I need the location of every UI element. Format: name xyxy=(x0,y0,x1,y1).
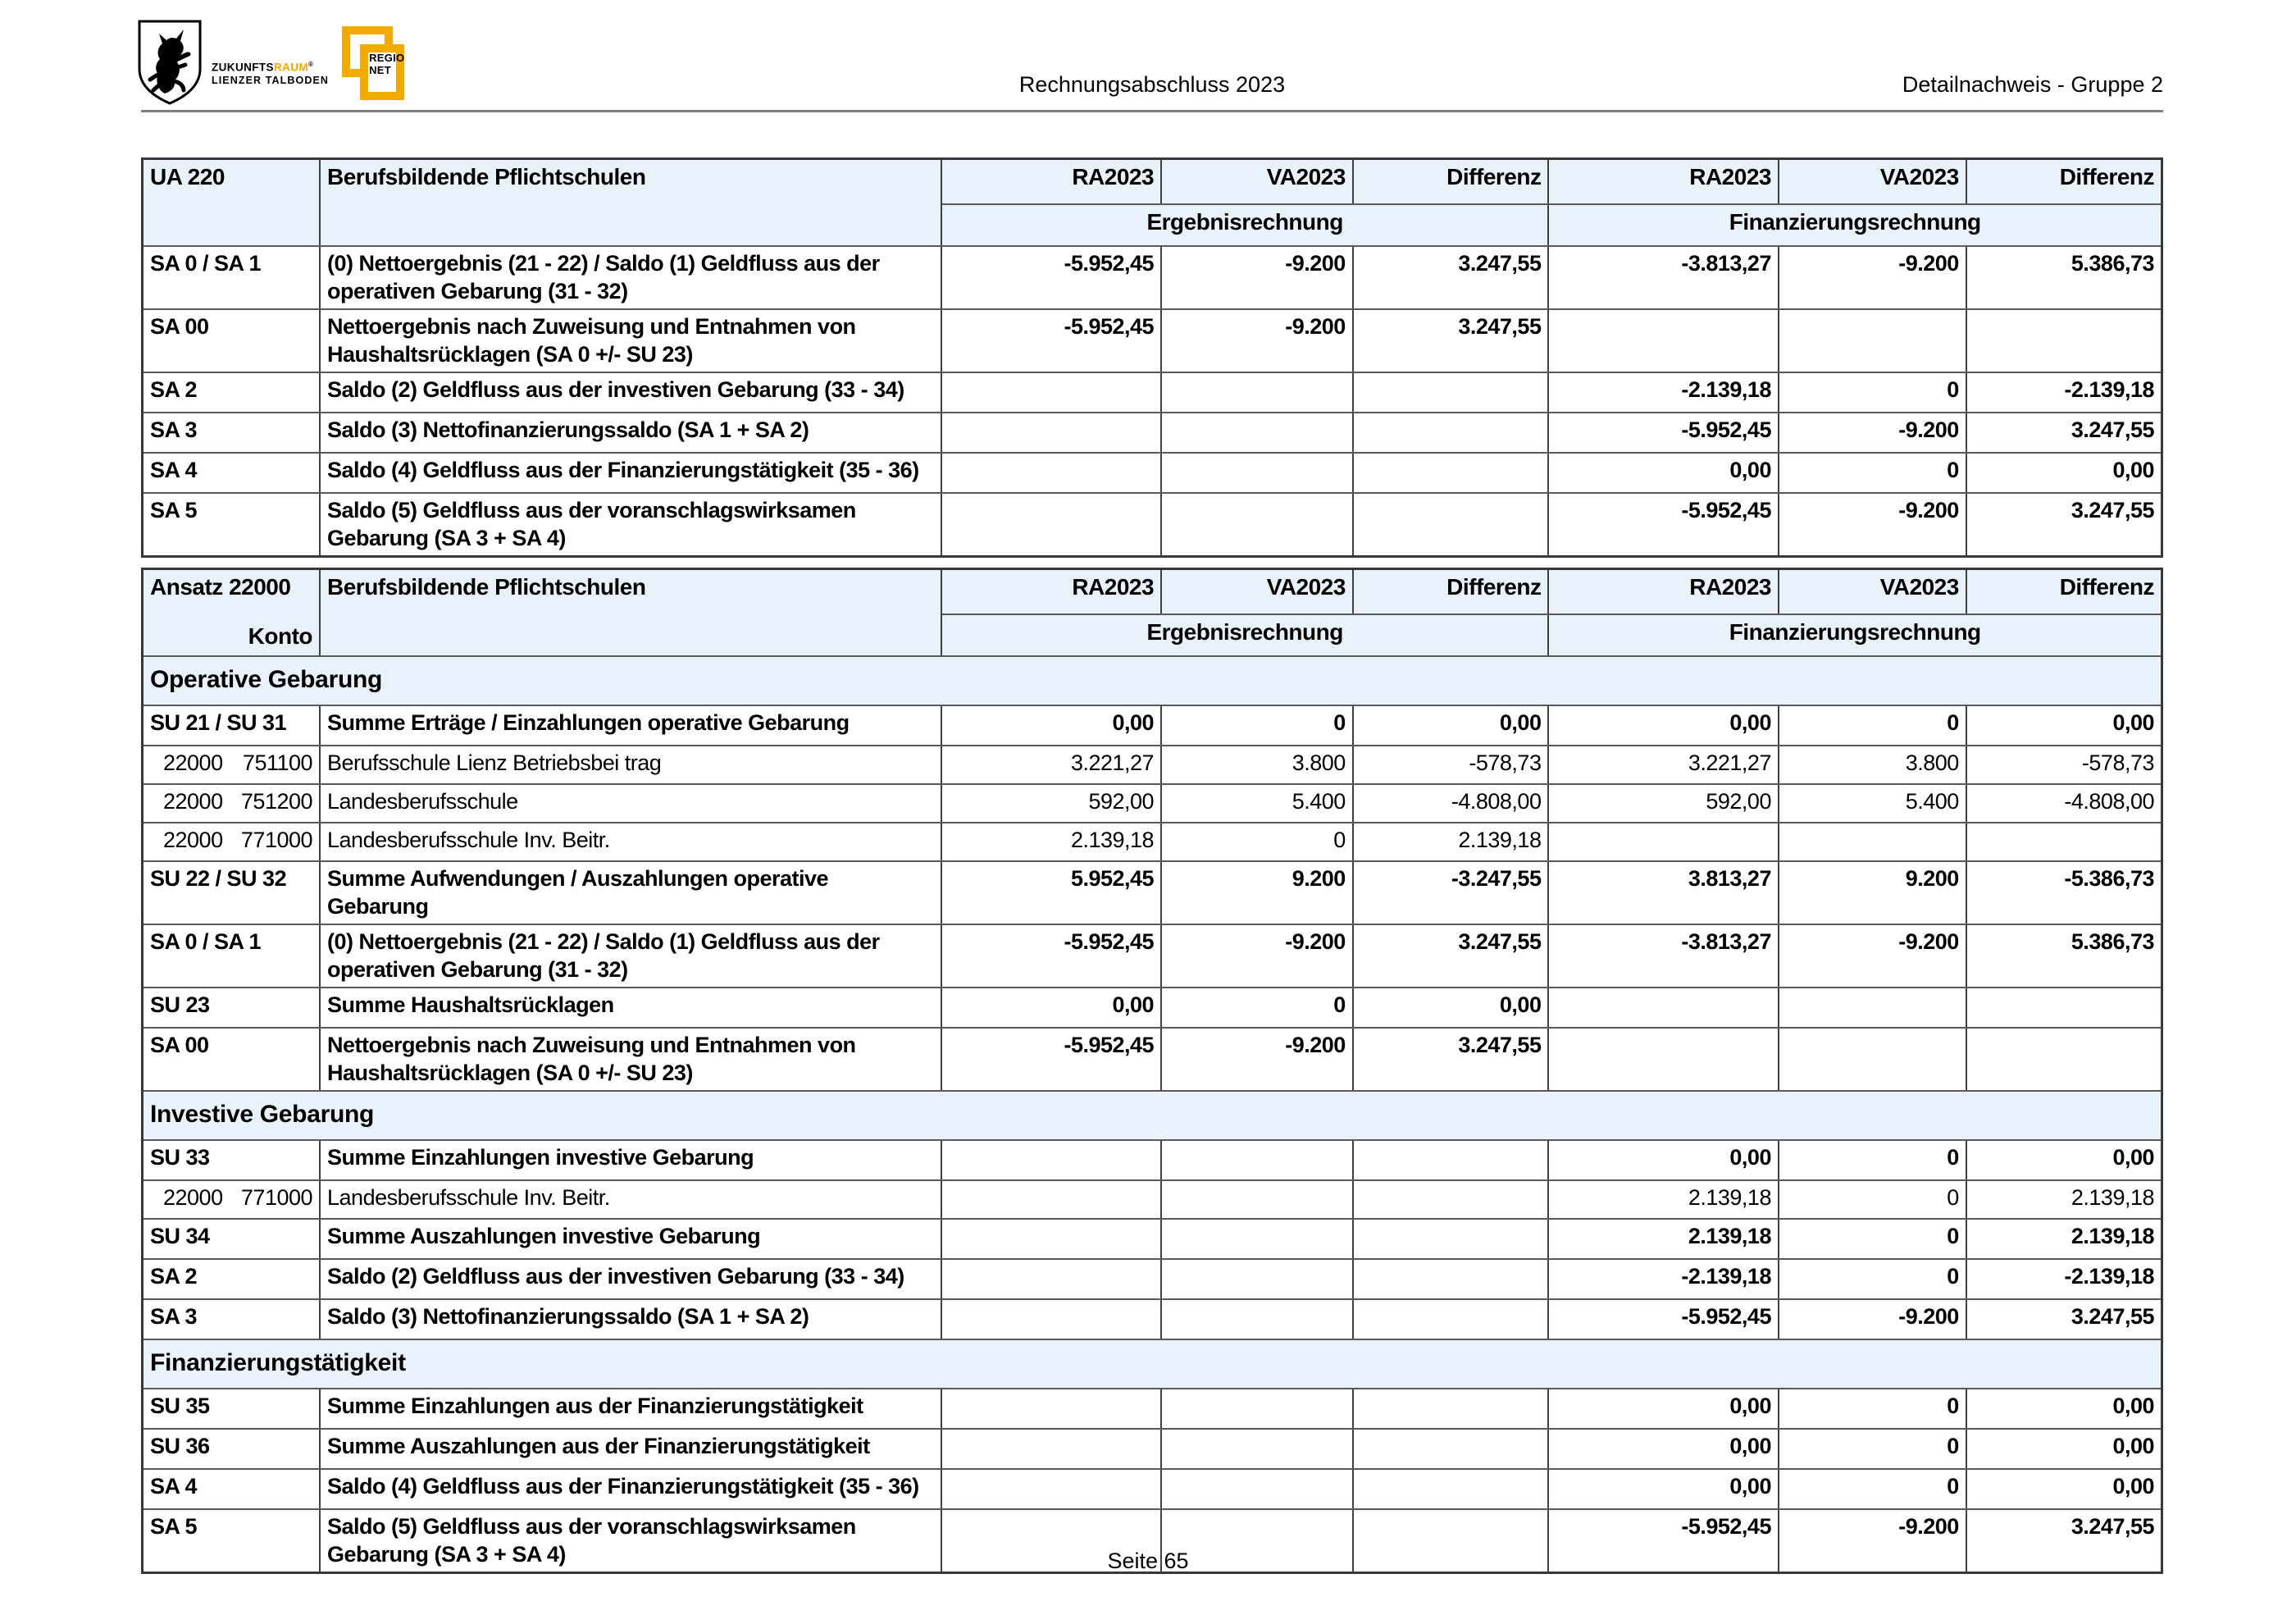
section-title: Investive Gebarung xyxy=(143,1091,2162,1140)
value-cell: 0 xyxy=(1779,1219,1966,1259)
table-row xyxy=(143,1180,2162,1219)
ansatz-code: 22000 xyxy=(163,1184,223,1210)
regionet-line2: NET xyxy=(369,63,391,76)
value-cell: -5.952,45 xyxy=(1548,1509,1779,1573)
value-cell xyxy=(941,1219,1161,1259)
value-cell: -3.813,27 xyxy=(1548,246,1779,309)
value-cell xyxy=(1548,1028,1779,1091)
row-code: SA 4 xyxy=(143,453,321,493)
value-cell xyxy=(1161,372,1353,413)
value-cell xyxy=(1161,493,1353,557)
ua220-summary-table xyxy=(141,157,2163,558)
row-code: SU 22 / SU 32 xyxy=(143,861,321,924)
value-cell xyxy=(1353,1469,1549,1509)
value-cell xyxy=(1353,453,1549,493)
section-header-row xyxy=(143,656,2162,705)
row-description: Summe Haushaltsrücklagen xyxy=(320,988,941,1028)
value-cell xyxy=(1161,453,1353,493)
value-cell: 3.813,27 xyxy=(1548,861,1779,924)
value-cell: -2.139,18 xyxy=(1548,1259,1779,1299)
table-row xyxy=(143,1469,2162,1509)
table-code-konto: Konto xyxy=(248,623,313,649)
row-description: Landesberufsschule xyxy=(320,784,941,823)
value-cell: 0,00 xyxy=(941,988,1161,1028)
value-cell: -5.386,73 xyxy=(1966,861,2162,924)
value-cell xyxy=(941,453,1161,493)
value-cell xyxy=(1548,988,1779,1028)
value-cell: 0 xyxy=(1779,453,1966,493)
value-cell: 2.139,18 xyxy=(1966,1180,2162,1219)
table-code-header xyxy=(143,569,321,657)
table-row xyxy=(143,784,2162,823)
value-cell: -9.200 xyxy=(1779,246,1966,309)
group-header-finanzierungsrechnung: Finanzierungsrechnung xyxy=(1548,204,2162,246)
table-row xyxy=(143,823,2162,861)
value-cell: 0,00 xyxy=(1548,1140,1779,1180)
value-cell xyxy=(1966,1028,2162,1091)
row-description: Summe Auszahlungen aus der Finanzierungstätigkeit xyxy=(320,1429,941,1469)
row-code: SA 0 / SA 1 xyxy=(143,246,321,309)
row-description: Saldo (4) Geldfluss aus der Finanzierungstätigkeit (35 - 36) xyxy=(320,1469,941,1509)
value-cell xyxy=(1353,493,1549,557)
ansatz-code: 22000 xyxy=(163,827,223,852)
value-cell: 2.139,18 xyxy=(941,823,1161,861)
value-cell: 0,00 xyxy=(1353,705,1549,746)
konto-code: 751100 xyxy=(242,750,313,775)
value-cell xyxy=(1779,823,1966,861)
value-cell: 592,00 xyxy=(1548,784,1779,823)
value-cell: 0 xyxy=(1161,988,1353,1028)
table-code: Ansatz 22000 xyxy=(150,574,291,600)
value-cell xyxy=(1353,1219,1549,1259)
value-cell: -9.200 xyxy=(1779,1299,1966,1339)
value-cell xyxy=(1161,1259,1353,1299)
page-header xyxy=(141,0,2163,115)
col-header-ra2023-erg: RA2023 xyxy=(941,569,1161,615)
col-header-va2023-fin: VA2023 xyxy=(1779,159,1966,205)
table-title: Berufsbildende Pflichtschulen xyxy=(320,159,941,247)
value-cell: 0,00 xyxy=(1966,1469,2162,1509)
value-cell: 0 xyxy=(1779,1140,1966,1180)
value-cell xyxy=(1966,823,2162,861)
row-code: SU 34 xyxy=(143,1219,321,1259)
value-cell xyxy=(1161,413,1353,453)
konto-code: 771000 xyxy=(240,827,313,852)
table-row xyxy=(143,246,2162,309)
value-cell xyxy=(941,1389,1161,1429)
value-cell: -5.952,45 xyxy=(941,924,1161,988)
value-cell: 0 xyxy=(1779,705,1966,746)
row-description: (0) Nettoergebnis (21 - 22) / Saldo (1) Geldfluss aus der operativen Gebarung (31 - 32) xyxy=(320,924,941,988)
value-cell xyxy=(1779,1028,1966,1091)
row-code: SA 00 xyxy=(143,1028,321,1091)
table-header-row xyxy=(143,159,2162,205)
table-code-header xyxy=(143,159,321,247)
value-cell: 0,00 xyxy=(1548,1469,1779,1509)
value-cell xyxy=(1353,1299,1549,1339)
value-cell: 0,00 xyxy=(1548,453,1779,493)
value-cell: 5.400 xyxy=(1161,784,1353,823)
value-cell xyxy=(1966,309,2162,372)
value-cell: -9.200 xyxy=(1161,246,1353,309)
value-cell: 5.386,73 xyxy=(1966,246,2162,309)
row-code: SA 4 xyxy=(143,1469,321,1509)
value-cell: 0 xyxy=(1779,1180,1966,1219)
col-header-ra2023-fin: RA2023 xyxy=(1548,569,1779,615)
value-cell: -9.200 xyxy=(1779,1509,1966,1573)
value-cell xyxy=(941,413,1161,453)
value-cell: 0,00 xyxy=(1548,705,1779,746)
col-header-va2023-fin: VA2023 xyxy=(1779,569,1966,615)
table-row xyxy=(143,705,2162,746)
value-cell: 5.386,73 xyxy=(1966,924,2162,988)
value-cell: 0 xyxy=(1779,372,1966,413)
row-description: (0) Nettoergebnis (21 - 22) / Saldo (1) Geldfluss aus der operativen Gebarung (31 - 32) xyxy=(320,246,941,309)
group-header-ergebnisrechnung: Ergebnisrechnung xyxy=(941,204,1549,246)
value-cell: 0 xyxy=(1161,705,1353,746)
row-ansatz-konto xyxy=(143,823,321,861)
value-cell xyxy=(1161,1389,1353,1429)
row-description: Saldo (3) Nettofinanzierungssaldo (SA 1 + SA 2) xyxy=(320,1299,941,1339)
value-cell: 3.247,55 xyxy=(1966,493,2162,557)
value-cell: 3.247,55 xyxy=(1353,1028,1549,1091)
ansatz-code: 22000 xyxy=(163,788,223,814)
value-cell: 3.247,55 xyxy=(1353,309,1549,372)
value-cell: 9.200 xyxy=(1161,861,1353,924)
value-cell: 3.247,55 xyxy=(1353,924,1549,988)
table-row xyxy=(143,746,2162,784)
ansatz22000-detail-table xyxy=(141,568,2163,1574)
section-title: Operative Gebarung xyxy=(143,656,2162,705)
value-cell: 0 xyxy=(1779,1259,1966,1299)
row-code: SA 3 xyxy=(143,1299,321,1339)
row-description: Saldo (3) Nettofinanzierungssaldo (SA 1 + SA 2) xyxy=(320,413,941,453)
row-description: Nettoergebnis nach Zuweisung und Entnahmen von Haushaltsrücklagen (SA 0 +/- SU 23) xyxy=(320,309,941,372)
value-cell: -5.952,45 xyxy=(941,1028,1161,1091)
row-description: Summe Aufwendungen / Auszahlungen operative Gebarung xyxy=(320,861,941,924)
row-code: SU 23 xyxy=(143,988,321,1028)
col-header-ra2023-erg: RA2023 xyxy=(941,159,1161,205)
row-code: SA 5 xyxy=(143,493,321,557)
col-header-differenz-fin: Differenz xyxy=(1966,159,2162,205)
value-cell: -2.139,18 xyxy=(1966,1259,2162,1299)
regionet-line1: REGIO xyxy=(369,52,405,64)
row-description: Summe Einzahlungen aus der Finanzierungstätigkeit xyxy=(320,1389,941,1429)
row-code: SU 36 xyxy=(143,1429,321,1469)
table-row xyxy=(143,372,2162,413)
brand-line2: LIENZER TALBODEN xyxy=(212,75,330,87)
value-cell: -4.808,00 xyxy=(1353,784,1549,823)
value-cell xyxy=(1161,1299,1353,1339)
value-cell xyxy=(1161,1219,1353,1259)
page-number: Seite 65 xyxy=(1107,1549,1189,1573)
value-cell: 3.247,55 xyxy=(1966,1299,2162,1339)
value-cell: 3.247,55 xyxy=(1966,1509,2162,1573)
row-code: SA 3 xyxy=(143,413,321,453)
value-cell xyxy=(1353,413,1549,453)
value-cell: 2.139,18 xyxy=(1353,823,1549,861)
section-header-row xyxy=(143,1091,2162,1140)
col-header-differenz-erg: Differenz xyxy=(1353,569,1549,615)
value-cell: -9.200 xyxy=(1161,309,1353,372)
value-cell: 0,00 xyxy=(1966,705,2162,746)
value-cell: -2.139,18 xyxy=(1548,372,1779,413)
value-cell xyxy=(941,493,1161,557)
table-row xyxy=(143,309,2162,372)
value-cell xyxy=(1161,1140,1353,1180)
row-description: Nettoergebnis nach Zuweisung und Entnahmen von Haushaltsrücklagen (SA 0 +/- SU 23) xyxy=(320,1028,941,1091)
row-description: Saldo (2) Geldfluss aus der investiven Gebarung (33 - 34) xyxy=(320,1259,941,1299)
row-description: Summe Einzahlungen investive Gebarung xyxy=(320,1140,941,1180)
table-row xyxy=(143,1219,2162,1259)
row-code: SA 00 xyxy=(143,309,321,372)
value-cell: 3.247,55 xyxy=(1353,246,1549,309)
ansatz-code: 22000 xyxy=(163,750,223,775)
value-cell: 0,00 xyxy=(1966,1429,2162,1469)
value-cell: 3.221,27 xyxy=(941,746,1161,784)
row-ansatz-konto xyxy=(143,1180,321,1219)
value-cell xyxy=(1353,1140,1549,1180)
row-description: Landesberufsschule Inv. Beitr. xyxy=(320,823,941,861)
value-cell: 0 xyxy=(1161,823,1353,861)
konto-code: 751200 xyxy=(240,788,313,814)
value-cell: -5.952,45 xyxy=(1548,493,1779,557)
value-cell: 0 xyxy=(1779,1429,1966,1469)
value-cell: -5.952,45 xyxy=(1548,413,1779,453)
value-cell xyxy=(941,1429,1161,1469)
report-content xyxy=(141,157,2163,1574)
value-cell: -4.808,00 xyxy=(1966,784,2162,823)
col-header-va2023-erg: VA2023 xyxy=(1161,159,1353,205)
row-code: SU 21 / SU 31 xyxy=(143,705,321,746)
value-cell xyxy=(941,1180,1161,1219)
table-row xyxy=(143,1028,2162,1091)
konto-code: 771000 xyxy=(240,1184,313,1210)
table-row xyxy=(143,924,2162,988)
row-code: SA 2 xyxy=(143,372,321,413)
value-cell: 3.800 xyxy=(1161,746,1353,784)
section-header-row xyxy=(143,1339,2162,1389)
value-cell xyxy=(1779,309,1966,372)
value-cell: 3.800 xyxy=(1779,746,1966,784)
table-row xyxy=(143,493,2162,557)
value-cell: 5.400 xyxy=(1779,784,1966,823)
value-cell: 9.200 xyxy=(1779,861,1966,924)
document-title: Rechnungsabschluss 2023 xyxy=(1018,72,1286,97)
section-title: Finanzierungstätigkeit xyxy=(143,1339,2162,1389)
value-cell xyxy=(1779,988,1966,1028)
value-cell: 2.139,18 xyxy=(1548,1219,1779,1259)
value-cell: 2.139,18 xyxy=(1548,1180,1779,1219)
value-cell: -5.952,45 xyxy=(941,246,1161,309)
col-header-ra2023-fin: RA2023 xyxy=(1548,159,1779,205)
value-cell: -9.200 xyxy=(1161,924,1353,988)
row-code: SA 2 xyxy=(143,1259,321,1299)
row-ansatz-konto xyxy=(143,784,321,823)
value-cell: -3.813,27 xyxy=(1548,924,1779,988)
table-row xyxy=(143,861,2162,924)
brand-accent: RAUM xyxy=(273,61,309,74)
group-header-ergebnisrechnung: Ergebnisrechnung xyxy=(941,614,1549,656)
table-row xyxy=(143,1140,2162,1180)
value-cell: 0,00 xyxy=(1548,1429,1779,1469)
value-cell: 0,00 xyxy=(1966,1140,2162,1180)
table-row xyxy=(143,988,2162,1028)
value-cell: -9.200 xyxy=(1779,493,1966,557)
table-title: Berufsbildende Pflichtschulen xyxy=(320,569,941,657)
row-description: Landesberufsschule Inv. Beitr. xyxy=(320,1180,941,1219)
value-cell: 0 xyxy=(1779,1469,1966,1509)
value-cell: 0,00 xyxy=(1966,453,2162,493)
value-cell: 0,00 xyxy=(941,705,1161,746)
header-rule xyxy=(141,110,2163,112)
value-cell xyxy=(1353,1389,1549,1429)
value-cell xyxy=(1161,1469,1353,1509)
row-code: SA 0 / SA 1 xyxy=(143,924,321,988)
table-row xyxy=(143,1429,2162,1469)
col-header-va2023-erg: VA2023 xyxy=(1161,569,1353,615)
row-code: SU 35 xyxy=(143,1389,321,1429)
group-header-finanzierungsrechnung: Finanzierungsrechnung xyxy=(1548,614,2162,656)
col-header-differenz-erg: Differenz xyxy=(1353,159,1549,205)
value-cell: -578,73 xyxy=(1966,746,2162,784)
row-description: Saldo (5) Geldfluss aus der voranschlagswirksamen Gebarung (SA 3 + SA 4) xyxy=(320,1509,941,1573)
value-cell: 0,00 xyxy=(1548,1389,1779,1429)
table-row xyxy=(143,413,2162,453)
value-cell: 0,00 xyxy=(1966,1389,2162,1429)
value-cell xyxy=(1353,1259,1549,1299)
value-cell: 2.139,18 xyxy=(1966,1219,2162,1259)
table-row xyxy=(143,1389,2162,1429)
table-row xyxy=(143,1299,2162,1339)
value-cell xyxy=(941,372,1161,413)
value-cell: 592,00 xyxy=(941,784,1161,823)
value-cell: -2.139,18 xyxy=(1966,372,2162,413)
value-cell: -578,73 xyxy=(1353,746,1549,784)
value-cell xyxy=(1353,1180,1549,1219)
col-header-differenz-fin: Differenz xyxy=(1966,569,2162,615)
value-cell xyxy=(941,1259,1161,1299)
value-cell: -5.952,45 xyxy=(941,309,1161,372)
table-header-row xyxy=(143,569,2162,615)
value-cell: -9.200 xyxy=(1779,413,1966,453)
value-cell xyxy=(1353,372,1549,413)
row-code: SA 5 xyxy=(143,1509,321,1573)
value-cell xyxy=(941,1469,1161,1509)
value-cell: -3.247,55 xyxy=(1353,861,1549,924)
row-description: Saldo (2) Geldfluss aus der investiven Gebarung (33 - 34) xyxy=(320,372,941,413)
value-cell xyxy=(941,1299,1161,1339)
row-description: Summe Auszahlungen investive Gebarung xyxy=(320,1219,941,1259)
table-row xyxy=(143,453,2162,493)
row-description: Saldo (5) Geldfluss aus der voranschlagswirksamen Gebarung (SA 3 + SA 4) xyxy=(320,493,941,557)
value-cell xyxy=(1161,1180,1353,1219)
registered-mark: ® xyxy=(308,61,314,68)
value-cell xyxy=(1353,1429,1549,1469)
value-cell: 0,00 xyxy=(1353,988,1549,1028)
row-code: SU 33 xyxy=(143,1140,321,1180)
value-cell xyxy=(1966,988,2162,1028)
row-ansatz-konto xyxy=(143,746,321,784)
row-description: Berufsschule Lienz Betriebsbei trag xyxy=(320,746,941,784)
value-cell xyxy=(941,1140,1161,1180)
value-cell: 3.247,55 xyxy=(1966,413,2162,453)
document-subtitle: Detailnachweis - Gruppe 2 xyxy=(1902,72,2163,97)
value-cell: -9.200 xyxy=(1161,1028,1353,1091)
row-description: Summe Erträge / Einzahlungen operative Gebarung xyxy=(320,705,941,746)
brand-prefix: ZUKUNFTS xyxy=(212,61,274,74)
row-description: Saldo (4) Geldfluss aus der Finanzierungstätigkeit (35 - 36) xyxy=(320,453,941,493)
value-cell: -9.200 xyxy=(1779,924,1966,988)
table-code: UA 220 xyxy=(150,164,225,189)
value-cell: 5.952,45 xyxy=(941,861,1161,924)
value-cell: -5.952,45 xyxy=(1548,1299,1779,1339)
value-cell xyxy=(1161,1429,1353,1469)
value-cell xyxy=(1548,823,1779,861)
table-row xyxy=(143,1259,2162,1299)
value-cell: 3.221,27 xyxy=(1548,746,1779,784)
value-cell: 0 xyxy=(1779,1389,1966,1429)
value-cell xyxy=(1548,309,1779,372)
